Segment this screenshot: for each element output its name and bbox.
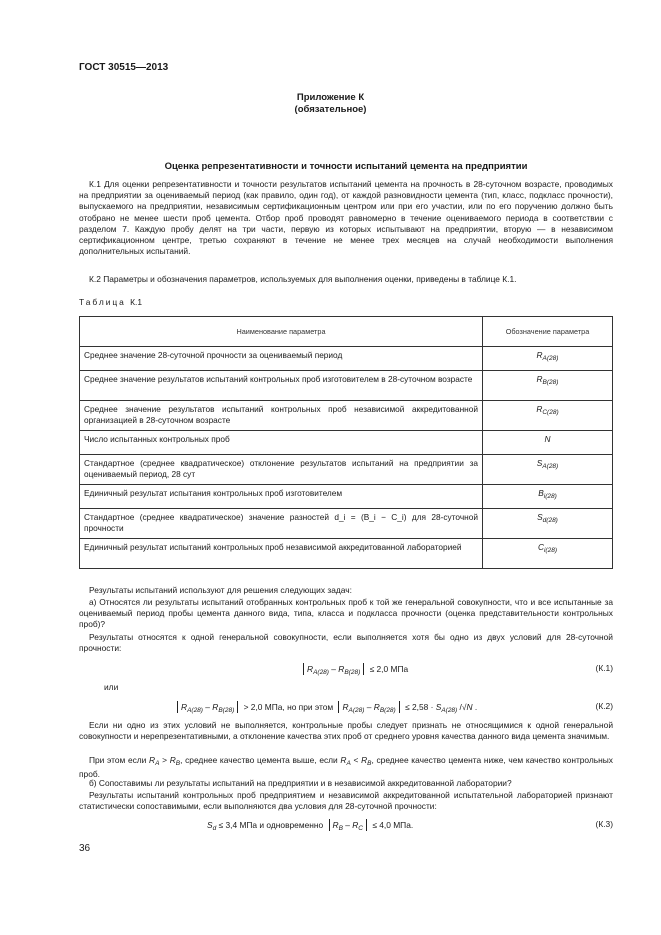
symbol-letter: B xyxy=(538,488,544,498)
body-paragraph-2: а) Относятся ли результаты испытаний отобранных контрольных проб к той же генеральной совокупности, что и все испытанные за оцениваемый период пробы цемента данного вида, типа, класса и подкласса прочности (оценка представительности контрольных проб)? xyxy=(79,597,613,630)
body-paragraph-6: б) Сопоставимы ли результаты испытаний на предприятии и в независимой аккредитованной лаборатории? xyxy=(89,778,512,788)
table-row xyxy=(80,431,613,455)
formula-k2-mid: > 2,0 МПа, но при этом xyxy=(243,702,334,712)
column-header-symbol: Обозначение параметра xyxy=(483,317,613,347)
parameter-name: Единичный результат испытания контрольных проб изготовителем xyxy=(80,485,483,509)
table-caption-number: К.1 xyxy=(130,297,143,307)
parameter-name: Стандартное (среднее квадратическое) значение разностей d_i = (B_i − C_i) для 28-суточной прочности xyxy=(80,509,483,539)
table-header-row xyxy=(80,317,613,347)
table-row xyxy=(80,485,613,509)
symbol-subscript: i(28) xyxy=(543,547,557,554)
table-row xyxy=(80,347,613,371)
table-caption-word: Таблица xyxy=(79,297,126,307)
table-row xyxy=(80,539,613,569)
parameter-name: Число испытанных контрольных проб xyxy=(80,431,483,455)
formula-k2: $R_{A(28)} - R_{B(28)} > 2,0$ МПа, но при этом $R_{A(28)} - R_{B(28)} \le 2,58 \cdot S_{A(28)}$ /√N . xyxy=(174,701,477,714)
parameter-name: Среднее значение результатов испытаний контрольных проб независимой аккредитованной организацией в 28-суточном возрасте xyxy=(80,401,483,431)
body-paragraph-5: При этом если $R_A > R_B$, среднее качество цемента выше, если $R_A < R_B$, среднее качество цемента ниже, чем качество контрольных проб. xyxy=(79,755,613,780)
symbol-letter: R xyxy=(536,404,543,414)
symbol-subscript: i(28) xyxy=(543,493,557,500)
symbol-subscript: A(28) xyxy=(542,463,559,470)
parameter-name: Среднее значение результатов испытаний контрольных проб изготовителем в 28-суточном возрасте xyxy=(80,371,483,401)
body-paragraph-4: Если ни одно из этих условий не выполняется, контрольные пробы следует признать не относящимися к одной генеральной совокупности и нерепрезентативными, а отклонение качества этих проб от среднего уровня качества данного вида цемента значимым. xyxy=(79,720,613,742)
body-paragraph-1: Результаты испытаний используют для решения следующих задач: xyxy=(89,585,352,595)
symbol-letter: S xyxy=(536,458,543,468)
appendix-title: Приложение К xyxy=(296,92,365,103)
parameters-table xyxy=(79,316,613,569)
formula-k2-rhs: ≤ 2,58 · xyxy=(405,702,434,712)
symbol-subscript: C(28) xyxy=(542,409,559,416)
table-row xyxy=(80,509,613,539)
formula-k1-rhs: ≤ 2,0 МПа xyxy=(369,664,409,674)
paragraph-k2: К.2 Параметры и обозначения параметров, используемых для выполнения оценки, приведены в таблице К.1. xyxy=(89,274,517,284)
parameter-symbol xyxy=(483,485,613,509)
parameter-name: Единичный результат испытаний контрольных проб независимой аккредитованной лабораторией xyxy=(80,539,483,569)
formula-k2-number: (К.2) xyxy=(595,701,613,711)
formula-k3: $S_d \le 3,4$ МПа и одновременно $R_B - R_C \le 4,0$ МПа. xyxy=(207,820,414,832)
parameter-symbol xyxy=(483,509,613,539)
p5-text-a: При этом если xyxy=(89,755,150,765)
formula-k1: $R_{A(28)} - R_{B(28)} \le 2,0$ МПа xyxy=(300,663,408,676)
symbol-letter: R xyxy=(536,350,543,360)
body-paragraph-7: Результаты испытаний контрольных проб предприятием и независимой аккредитованной испытательной лабораторией признают статистически сопоставимыми, если выполняются два условия для 28-суточной прочности: xyxy=(79,790,613,812)
parameter-symbol xyxy=(483,455,613,485)
symbol-letter: N xyxy=(544,434,551,444)
table-caption xyxy=(79,297,142,307)
symbol-subscript: d(28) xyxy=(542,517,558,524)
formula-k3-number: (К.3) xyxy=(595,819,613,829)
appendix-subtitle: (обязательное) xyxy=(294,104,367,115)
section-title: Оценка репрезентативности и точности испытаний цемента на предприятии xyxy=(164,161,528,172)
symbol-letter: S xyxy=(537,512,543,522)
parameter-name: Среднее значение 28-суточной прочности за оцениваемый период xyxy=(80,347,483,371)
or-word: или xyxy=(104,682,119,692)
parameter-name: Стандартное (среднее квадратическое) отклонение результатов испытаний на предприятии за оцениваемый период, 28 сут xyxy=(80,455,483,485)
parameter-symbol xyxy=(483,347,613,371)
page-number: 36 xyxy=(79,843,91,854)
p5-text-c: , среднее качество цемента ниже, чем качество контрольных проб. xyxy=(79,755,613,780)
formula-k3-a: ≤ 3,4 МПа и одновременно xyxy=(218,820,324,830)
formula-k1-number: (К.1) xyxy=(595,663,613,673)
formula-k3-rhs: ≤ 4,0 МПа. xyxy=(372,820,414,830)
symbol-letter: R xyxy=(536,374,543,384)
document-header: ГОСТ 30515—2013 xyxy=(79,62,169,73)
paragraph-k1: К.1 Для оценки репрезентативности и точности результатов испытаний цемента на прочность в 28-суточном возрасте, проводимых на предприятии за оцениваемый период (как правило, один год), от каждой разновидности цемента (тип, класс, подкласс прочности), выпускаемого на предприятии, независимым сертификационным центром или при его участии, или по его поручению должно быть отобрано не менее шести проб цемента. Отбор проб проводят равномерно в течение оцениваемого периода в соответствии с разделом 7. Каждую пробу делят на три части, первую из которых испытывают на предприятии, вторую — в независимом сертификационном центре, третью сохраняют в течение не менее трех месяцев на случай необходимости выполнения дополнительных испытаний. xyxy=(79,179,613,257)
table-row xyxy=(80,401,613,431)
symbol-subscript: B(28) xyxy=(542,379,559,386)
parameter-symbol xyxy=(483,401,613,431)
parameter-symbol xyxy=(483,539,613,569)
symbol-letter: C xyxy=(537,542,544,552)
parameter-symbol xyxy=(483,371,613,401)
column-header-name: Наименование параметра xyxy=(80,317,483,347)
p5-text-b: , среднее качество цемента выше, если xyxy=(180,755,341,765)
body-paragraph-3: Результаты относятся к одной генеральной совокупности, если выполняется хотя бы одно из двух условий для 28-суточной прочности: xyxy=(79,632,613,654)
table-row xyxy=(80,455,613,485)
parameter-symbol xyxy=(483,431,613,455)
table-row xyxy=(80,371,613,401)
symbol-subscript: A(28) xyxy=(542,355,559,362)
